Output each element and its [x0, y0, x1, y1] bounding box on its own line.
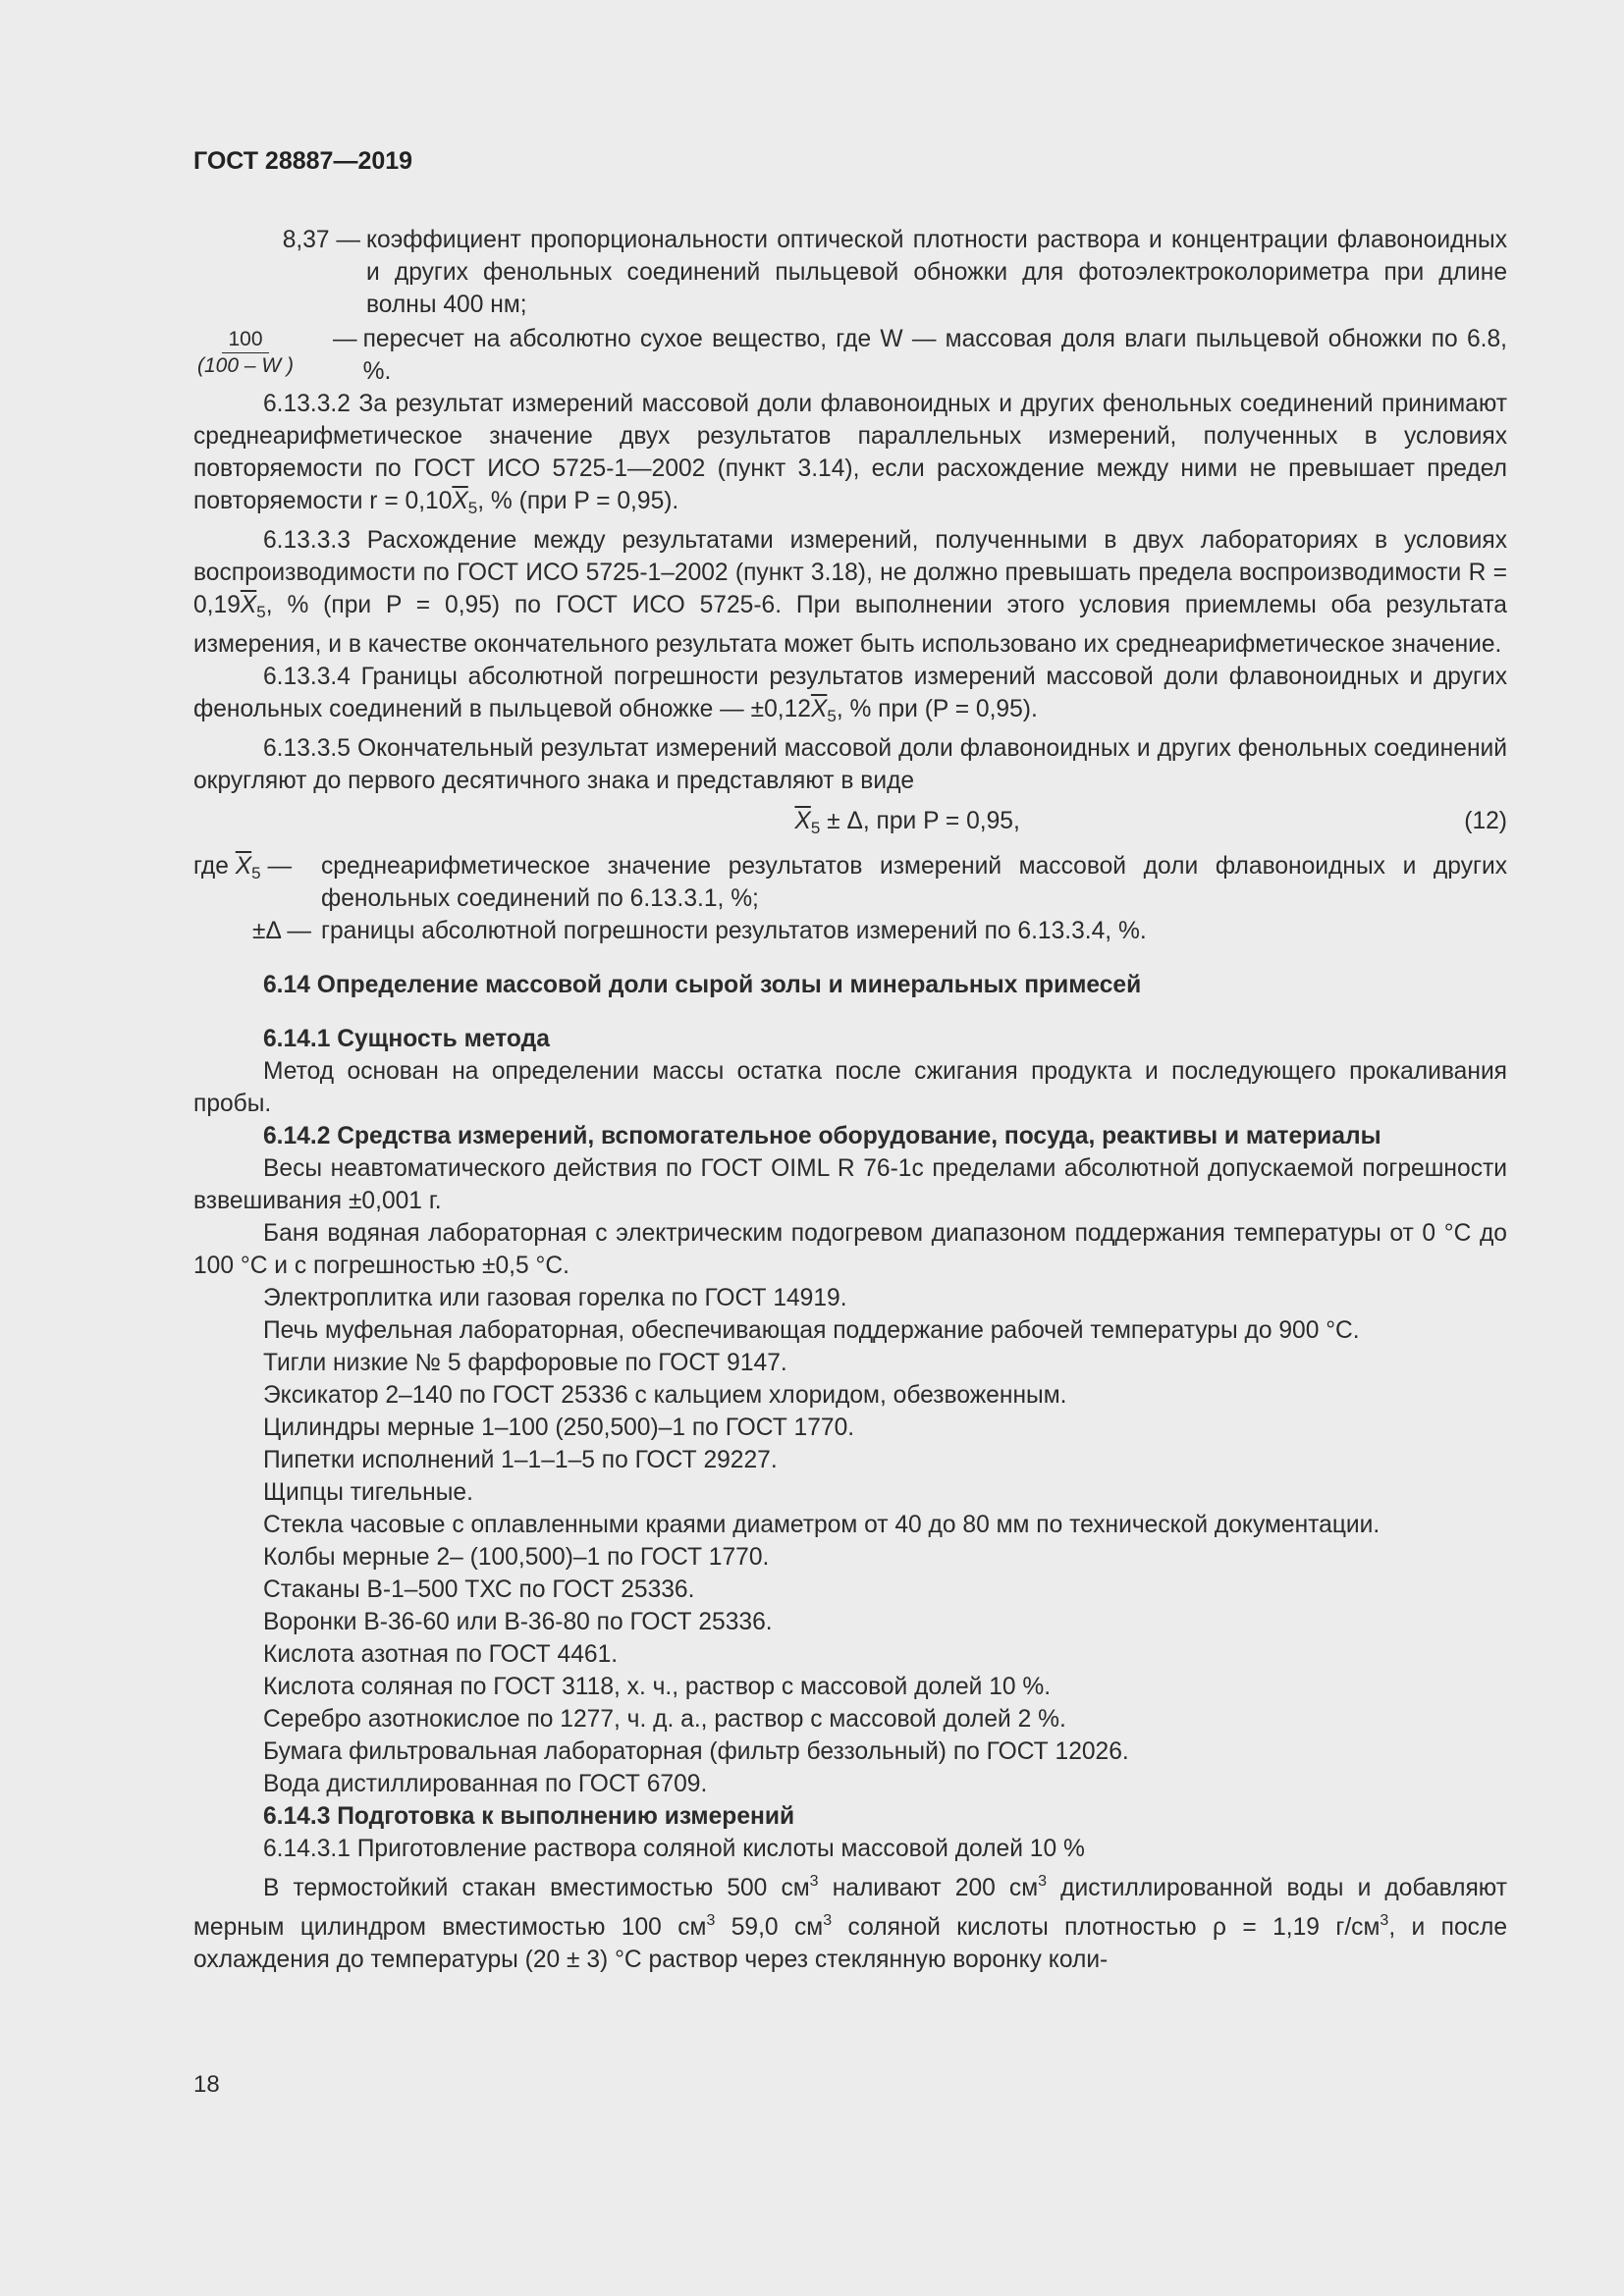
equipment-item: Электроплитка или газовая горелка по ГОСТ 14919.	[263, 1285, 847, 1311]
definition-text: пересчет на абсолютно сухое вещество, где W — массовая доля влаги пыльцевой обножки по 6.8, %.	[362, 326, 1507, 385]
definition-term: 8,37 —	[282, 227, 360, 253]
definition-fraction-term	[193, 323, 321, 388]
paragraph-6-13-3-2: 6.13.3.2 За результат измерений массовой доли флавоноидных и других фенольных соединений принимают среднеарифметическое значение двух результатов параллельных измерений, полученных в условиях повторяемости по ГОСТ ИСО 5725-1—2002 (пункт 3.14), если расхождение между ними не превышает предел повторяемости $r = 0,10\overline{X}_5$, % (при P = 0,95).	[193, 391, 1507, 517]
paragraph-6-13-3-5: 6.13.3.5 Окончательный результат измерений массовой доли флавоноидных и других фенольных соединений округляют до первого десятичного знака и представляют в виде	[193, 735, 1507, 794]
page-number: 18	[193, 2071, 220, 2098]
dry-basis-fraction	[193, 327, 298, 379]
equipment-item: Эксикатор 2–140 по ГОСТ 25336 с кальцием хлоридом, обезвоженным.	[263, 1382, 1067, 1409]
equipment-item: Бумага фильтровальная лабораторная (фильтр беззольный) по ГОСТ 12026.	[263, 1738, 1129, 1765]
formula-number: (12)	[1464, 808, 1507, 834]
equipment-item: Баня водяная лабораторная с электрическим подогревом диапазоном поддержания температуры от 0 °С до 100 °С и с погрешностью ±0,5 °С.	[193, 1220, 1507, 1279]
paragraph-6-14-1: Метод основан на определении массы остатка после сжигания продукта и последующего прокаливания пробы.	[193, 1058, 1507, 1117]
equipment-item: Весы неавтоматического действия по ГОСТ OIML R 76-1с пределами абсолютной допускаемой погрешности взвешивания ±0,001 г.	[193, 1155, 1507, 1214]
equipment-item: Воронки В-36-60 или В-36-80 по ГОСТ 25336.	[263, 1609, 773, 1635]
where-delta-text: границы абсолютной погрешности результатов измерений по 6.13.3.4, %.	[321, 918, 1147, 944]
equipment-list	[193, 1282, 1507, 1800]
document-body	[193, 224, 1507, 1976]
definition-dry-basis	[193, 323, 1507, 388]
equipment-item: Цилиндры мерные 1–100 (250,500)–1 по ГОСТ 1770.	[263, 1415, 855, 1441]
where-delta-term: ±Δ —	[252, 918, 311, 944]
equipment-item: Пипетки исполнений 1–1–1–5 по ГОСТ 29227.	[263, 1447, 778, 1473]
definition-text: коэффициент пропорциональности оптической плотности раствора и концентрации флавоноидных и других фенольных соединений пыльцевой обножки для фотоэлектроколориметра при длине волны 400 нм;	[366, 227, 1507, 318]
where-x5	[193, 850, 1507, 915]
where-text: среднеарифметическое значение результатов измерений массовой доли флавоноидных и других фенольных соединений по 6.13.3.1, %;	[321, 853, 1507, 912]
document-header: ГОСТ 28887—2019	[193, 147, 413, 175]
subsection-title-6-14-2: 6.14.2 Средства измерений, вспомогательное оборудование, посуда, реактивы и материалы	[263, 1123, 1381, 1149]
paragraph-6-13-3-3: 6.13.3.3 Расхождение между результатами измерений, полученными в двух лабораториях в условиях воспроизводимости по ГОСТ ИСО 5725-1–2002 (пункт 3.18), не должно превышать предела воспроизводимости $R = 0,19\overline{X}_5$, % (при P = 0,95) по ГОСТ ИСО 5725-6. При выполнении этого условия приемлемы оба результата измерения, и в качестве окончательного результата может быть использовано их среднеарифметическое значение.	[193, 527, 1507, 658]
equipment-item: Щипцы тигельные.	[263, 1479, 473, 1506]
where-delta	[193, 915, 1507, 947]
equipment-item: Стаканы В-1–500 ТХС по ГОСТ 25336.	[263, 1576, 695, 1603]
paragraph-6-13-3-4: 6.13.3.4 Границы абсолютной погрешности результатов измерений массовой доли флавоноидных и других фенольных соединений в пыльцевой обножке — $\pm 0,12\overline{X}_5$, % при (P = 0,95).	[193, 664, 1507, 725]
equipment-item: Кислота азотная по ГОСТ 4461.	[263, 1641, 619, 1668]
paragraph-6-14-3-1: 6.14.3.1 Приготовление раствора соляной кислоты массовой долей 10 %	[263, 1836, 1085, 1862]
subsection-title-6-14-3: 6.14.3 Подготовка к выполнению измерений	[263, 1803, 795, 1830]
equipment-item: Печь муфельная лабораторная, обеспечивающая поддержание рабочей температуры до 900 °С.	[263, 1317, 1360, 1344]
definition-dash: —	[333, 326, 357, 352]
equipment-item: Тигли низкие № 5 фарфоровые по ГОСТ 9147.	[263, 1350, 787, 1376]
equipment-item: Колбы мерные 2– (100,500)–1 по ГОСТ 1770.	[263, 1544, 770, 1571]
fraction-numerator: 100	[222, 327, 268, 353]
formula-12	[193, 805, 1507, 844]
subsection-title-6-14-1: 6.14.1 Сущность метода	[263, 1026, 550, 1052]
equipment-item: Кислота соляная по ГОСТ 3118, х. ч., раствор с массовой долей 10 %.	[263, 1674, 1052, 1700]
where-term: где $\overline{X}_5$ —	[193, 853, 293, 882]
equipment-item: Серебро азотнокислое по 1277, ч. д. а., раствор с массовой долей 2 %.	[263, 1706, 1066, 1733]
section-title-6-14: 6.14 Определение массовой доли сырой золы и минеральных примесей	[263, 972, 1142, 998]
definition-coefficient	[193, 224, 1507, 321]
paragraph-solution-preparation: В термостойкий стакан вместимостью 500 $см^3$ наливают 200 $см^3$ дистиллированной воды и добавляют мерным цилиндром вместимостью 100 $см^3$ 59,0 $см^3$ соляной кислоты плотностью ρ = 1,19 $г/см^3$, и после охлаждения до температуры (20 ± 3) °С раствор через стеклянную воронку коли-	[193, 1873, 1507, 1973]
equipment-item: Вода дистиллированная по ГОСТ 6709.	[263, 1771, 708, 1797]
equipment-item: Стекла часовые с оплавленными краями диаметром от 40 до 80 мм по технической документации.	[263, 1512, 1380, 1538]
fraction-denominator: (100 – W )	[197, 354, 295, 377]
formula-expression: $\overline{X}_5 \pm \Delta$, при P = 0,95,	[794, 808, 1020, 837]
